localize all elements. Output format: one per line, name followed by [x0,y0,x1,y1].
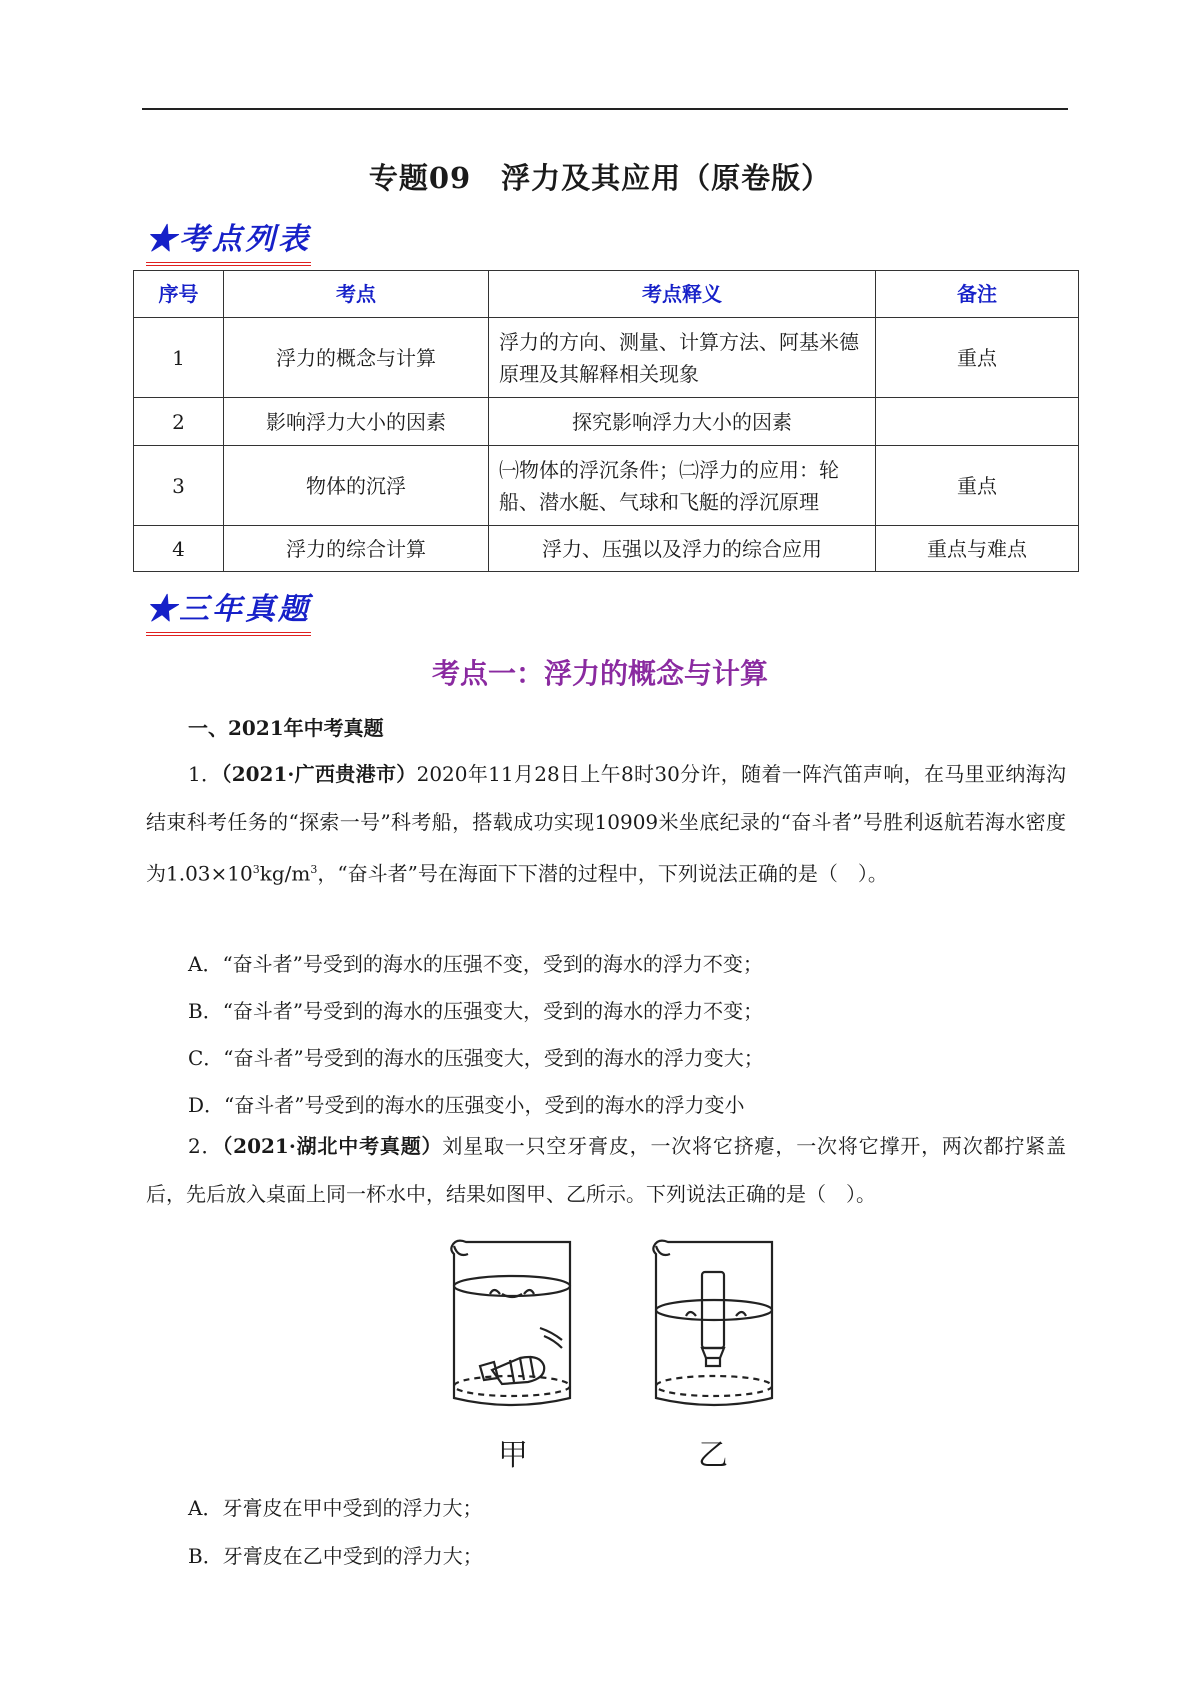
row-definition: 探究影响浮力大小的因素 [489,398,876,446]
topic-title: 考点一：浮力的概念与计算 [431,657,768,690]
table-header-cell: 考点 [224,271,489,318]
header-rule [142,108,1068,110]
row-note: 重点与难点 [876,526,1079,572]
row-note: 重点 [876,446,1079,526]
question-number: 1． [188,762,222,786]
section-heading-key-points: ★考点列表 [146,214,311,266]
sub-heading: 一、2021年中考真题 [188,716,384,740]
row-point: 物体的沉浮 [224,446,489,526]
table-header-cell: 考点释义 [489,271,876,318]
row-point: 浮力的概念与计算 [224,318,489,398]
row-definition: 浮力的方向、测量、计算方法、阿基米德原理及其解释相关现象 [489,318,876,398]
question-1-option-a: A．“奋斗者”号受到的海水的压强不变，受到的海水的浮力不变； [188,952,763,976]
table-row [134,318,1079,398]
table-row [134,398,1079,446]
table-header-cell: 序号 [134,271,224,318]
key-points-table [133,270,1079,572]
row-definition: ㈠物体的浮沉条件；㈡浮力的应用：轮船、潜水艇、气球和飞艇的浮沉原理 [489,446,876,526]
table-header-row [134,271,1079,318]
question-1-option-c: C．“奋斗者”号受到的海水的压强变大，受到的海水的浮力变大； [188,1046,764,1070]
question-1-option-d: D．“奋斗者”号受到的海水的压强变小，受到的海水的浮力变小 [188,1093,745,1117]
table-header-cell: 备注 [876,271,1079,318]
table-row [134,446,1079,526]
beakers-illustration [440,1236,820,1476]
row-definition: 浮力、压强以及浮力的综合应用 [489,526,876,572]
section-heading-past-exams: ★三年真题 [146,584,311,636]
question-source: （2021·广西贵港市） [221,762,417,786]
question-1-stem: 1．（2021·广西贵港市）2020年11月28日上午8时30分许，随着一阵汽笛声响，在马里亚纳海沟结束科考任务的“探索一号”科考船，搭载成功实现10909米坐底纪录的“奋斗者”号胜利返航若海水密度为$1.03\times 10^3kg/m^3$，“奋斗者”号在海面下下潜的过程中，下列说法正确的是（ ）。 [146,762,1066,886]
row-note [876,398,1079,446]
table-row [134,526,1079,572]
row-note: 重点 [876,318,1079,398]
figure-label-yi: 乙 [698,1438,728,1473]
row-number: 1 [134,318,224,398]
beakers-figure [440,1236,820,1476]
question-1-option-b: B．“奋斗者”号受到的海水的压强变大，受到的海水的浮力不变； [188,999,764,1023]
row-point: 影响浮力大小的因素 [224,398,489,446]
row-number: 3 [134,446,224,526]
question-2-option-b: B．牙膏皮在乙中受到的浮力大； [188,1544,483,1568]
row-point: 浮力的综合计算 [224,526,489,572]
row-number: 4 [134,526,224,572]
question-2-option-a: A．牙膏皮在甲中受到的浮力大； [188,1496,483,1520]
figure-label-jia: 甲 [498,1438,528,1473]
document-title: 专题09 浮力及其应用（原卷版） [368,161,832,195]
question-source: （2021·湖北中考真题） [222,1134,443,1158]
question-2-stem: 2．（2021·湖北中考真题）刘星取一只空牙膏皮，一次将它挤瘪，一次将它撑开，两次都拧紧盖后，先后放入桌面上同一杯水中，结果如图甲、乙所示。下列说法正确的是（ ）。 [146,1134,1066,1206]
row-number: 2 [134,398,224,446]
question-number: 2． [188,1134,223,1158]
